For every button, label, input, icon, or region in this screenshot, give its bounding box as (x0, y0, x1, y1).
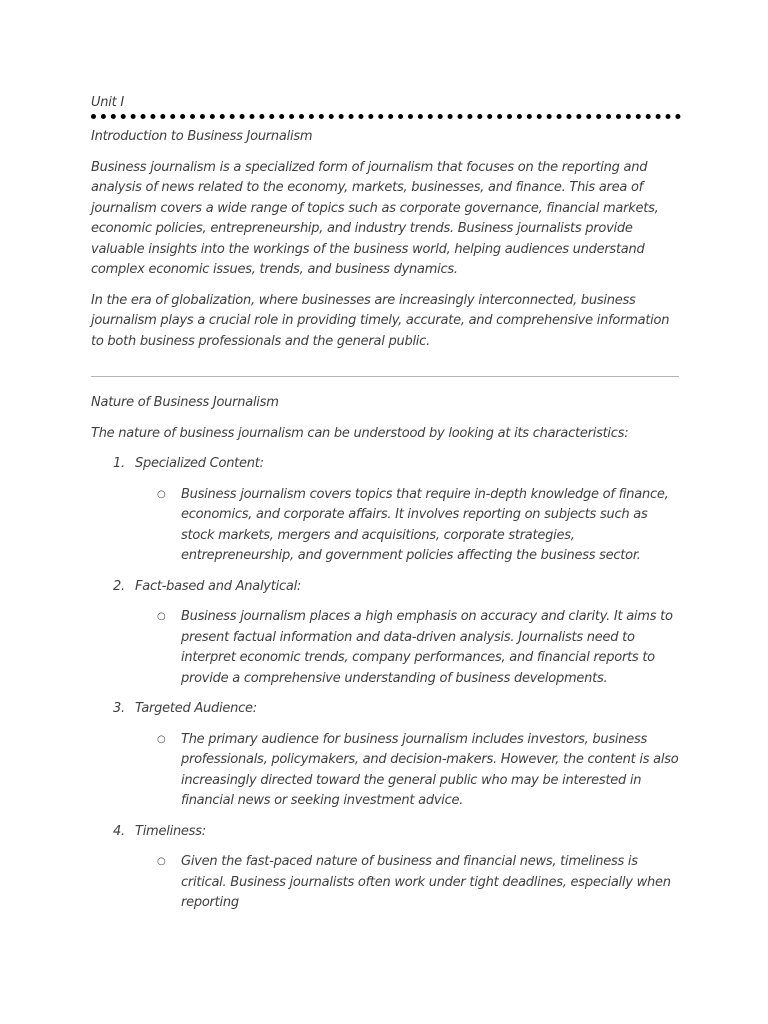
list-item (91, 454, 681, 567)
list-item-title: Timeliness: (135, 823, 206, 839)
intro-paragraph: Business journalism is a specialized form of journalism that focuses on the reporting and analysis of news related to the economy, markets, businesses, and finance. This area of journalism covers a wide range of topics such as corporate governance, financial markets, economic policies, entrepreneurship, and industry trends. Business journalists provide valuable insights into the workings of the business world, helping audiences understand complex economic issues, trends, and business dynamics. (91, 159, 659, 277)
sub-item-text: Given the fast-paced nature of business and financial news, timeliness is critical. Business journalists often work under tight deadlines, especially when reporting (181, 854, 671, 910)
document-page (91, 93, 681, 924)
hollow-bullet-icon: ○ (157, 611, 166, 622)
sub-list (135, 607, 681, 689)
list-item-title: Targeted Audience: (135, 701, 257, 716)
list-item-title: Specialized Content: (135, 456, 264, 471)
list-item (91, 822, 681, 914)
nature-lead: The nature of business journalism can be understood by looking at its characteristics: (91, 425, 629, 441)
sub-list (135, 485, 681, 567)
sub-list-item (135, 485, 681, 567)
dotted-divider (91, 114, 681, 119)
sub-list-item (135, 730, 681, 812)
nature-heading: Nature of Business Journalism (91, 395, 279, 410)
list-number: 2. (113, 578, 125, 594)
list-item-title: Fact-based and Analytical: (135, 578, 302, 594)
list-item (91, 699, 681, 812)
unit-label: Unit I (91, 95, 124, 110)
sub-item-text: Business journalism covers topics that require in-depth knowledge of finance, economics, and corporate affairs. It involves reporting on subjects such as stock markets, mergers and acquisitions, corporate strategies, entrepreneurship, and government policies affecting the business sector. (181, 486, 669, 563)
sub-item-text: The primary audience for business journalism includes investors, business professionals, policymakers, and decision-makers. However, the content is also increasingly directed toward the general public who may be interested in financial news or seeking investment advice. (181, 731, 679, 808)
section-divider (91, 376, 679, 377)
characteristics-list (91, 454, 681, 914)
intro-heading: Introduction to Business Journalism (91, 129, 313, 144)
hollow-bullet-icon: ○ (157, 488, 166, 500)
sub-list-item (135, 852, 681, 914)
list-number: 4. (113, 823, 125, 839)
intro-paragraph: In the era of globalization, where businesses are increasingly interconnected, business journalism plays a crucial role in providing timely, accurate, and comprehensive information to both business professionals and the general public. (91, 292, 670, 349)
list-number: 3. (113, 701, 125, 716)
sub-item-text: Business journalism places a high emphasis on accuracy and clarity. It aims to present factual information and data-driven analysis. Journalists need to interpret economic trends, company performances, and financial reports to provide a comprehensive understanding of business developments. (181, 609, 673, 686)
hollow-bullet-icon: ○ (157, 856, 166, 867)
sub-list (135, 852, 681, 914)
hollow-bullet-icon: ○ (157, 733, 166, 745)
sub-list-item (135, 607, 681, 689)
list-item (91, 577, 681, 690)
sub-list (135, 730, 681, 812)
list-number: 1. (113, 456, 125, 471)
